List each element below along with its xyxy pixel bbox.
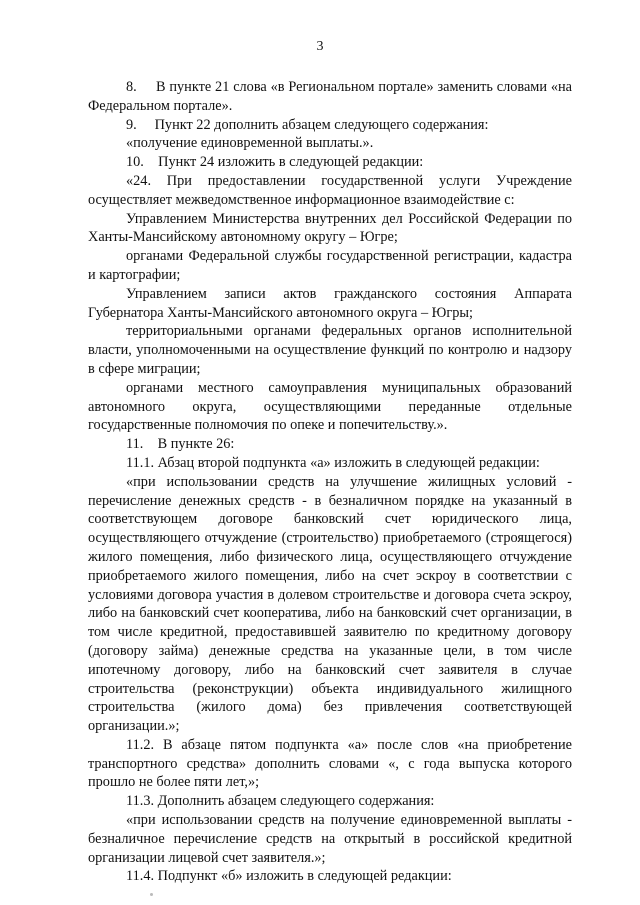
paragraph-item-11-3: 11.3. Дополнить абзацем следующего содержания:: [126, 793, 435, 810]
paragraph-item-11-4: 11.4. Подпункт «б» изложить в следующей редакции:: [126, 868, 452, 885]
paragraph-migration: территориальными органами федеральных органов исполнительной власти, уполномоченными на осуществление функций по контролю и надзору в сфере миграции;: [88, 323, 572, 377]
paragraph-item-11-1: 11.1. Абзац второй подпункта «а» изложить в следующей редакции:: [126, 454, 540, 471]
paragraph-local-government: органами местного самоуправления муниципальных образований автономного округа, осуществляющими переданные отдельные государственные полномочия по опеке и попечительству.».: [88, 379, 572, 434]
paragraph-mvd: Управлением Министерства внутренних дел Российской Федерации по Ханты-Мансийскому автономному округу – Югре;: [88, 210, 572, 246]
paragraph-housing-transfer: «при использовании средств на улучшение жилищных условий - перечисление денежных средств - в безналичном порядке на указанный в соответствующем договоре банковский счет юридического лица, осуществляющего отчуждение (строительство) приобретаемого (строящегося) жилого помещения, либо физического лица, осуществляющего отчуждение приобретаемого жилого помещения, либо на счет эскроу в соответствии с условиями договора участия в долевом строительстве и договора счета эскроу, либо на банковский счет кооператива, либо на банковский счет организации, в том числе кредитной, предоставившей заявителю по кредитному договору (договору займа) денежные средства на указанные цели, в том числе ипотечному договору, либо на банковский счет заявителя в случае строительства (реконструкции) объекта индивидуального жилищного строительства (жилого дома) без привлечения соответствующей организации.»;: [88, 473, 572, 735]
paragraph-quote-lump-sum: «получение единовременной выплаты.».: [126, 135, 374, 152]
document-body: [88, 78, 572, 886]
paragraph-zags: Управлением записи актов гражданского состояния Аппарата Губернатора Ханты-Мансийского автономного округа – Югры;: [88, 285, 572, 321]
paragraph-clause-24: «24. При предоставлении государственной услуги Учреждение осуществляет межведомственное информационное взаимодействие с:: [88, 172, 572, 208]
page-number: 3: [316, 39, 324, 54]
paragraph-item-11: 11. В пункте 26:: [126, 436, 235, 453]
paragraph-item-10: 10. Пункт 24 изложить в следующей редакции:: [126, 154, 424, 171]
paragraph-item-11-2: 11.2. В абзаце пятом подпункта «а» после слов «на приобретение транспортного средства» дополнить словами «, с года выпуска которого прошло не более пяти лет,»;: [88, 736, 572, 791]
paragraph-lump-sum-transfer: «при использовании средств на получение единовременной выплаты - безналичное перечисление средств на открытый в российской кредитной организации лицевой счет заявителя.»;: [88, 812, 572, 866]
paragraph-rosreestr: органами Федеральной службы государственной регистрации, кадастра и картографии;: [88, 248, 572, 283]
paragraph-item-9: 9. Пункт 22 дополнить абзацем следующего содержания:: [126, 116, 489, 133]
paragraph-item-8: 8. В пункте 21 слова «в Региональном портале» заменить словами «на Федеральном портале».: [88, 79, 572, 114]
scan-speck: [150, 893, 153, 896]
